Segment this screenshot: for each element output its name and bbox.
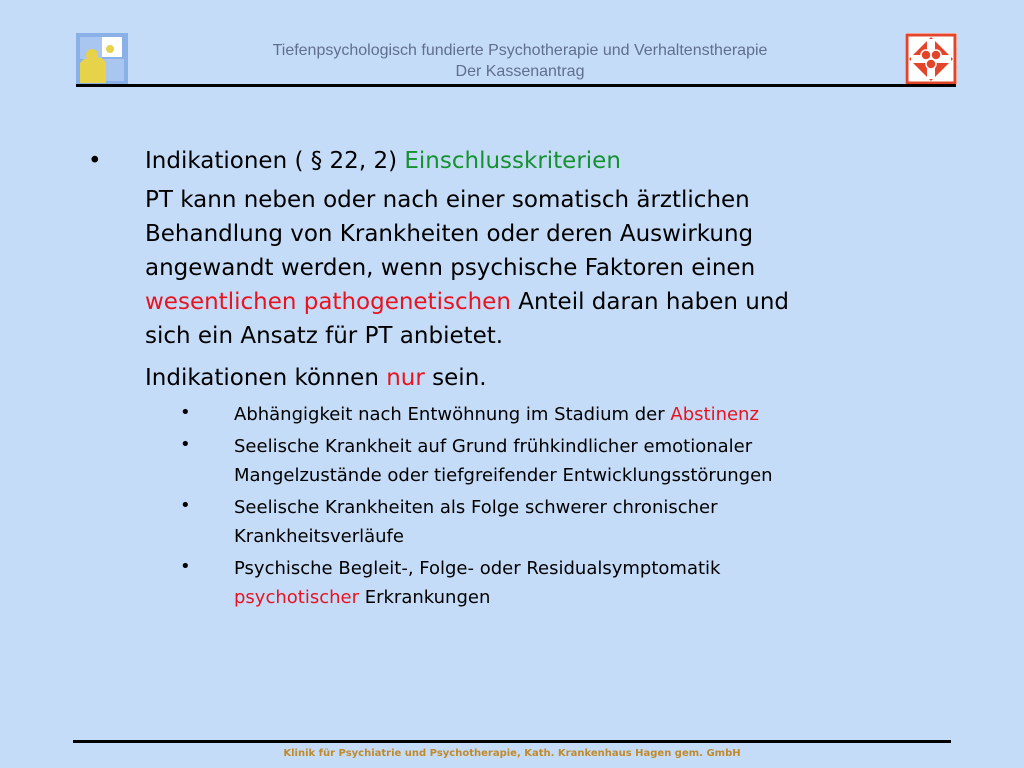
paragraph-line-4: [145, 285, 945, 319]
footer-text: Klinik für Psychiatrie und Psychotherapie, Kath. Krankenhaus Hagen gem. GmbH: [283, 748, 741, 759]
title-line-1: Tiefenpsychologisch fundierte Psychotherapie und Verhaltenstherapie: [272, 42, 768, 59]
list-item-line-1: Psychische Begleit-, Folge- oder Residualsymptomatik: [234, 558, 721, 579]
highlight-wesentlichen: wesentlichen pathogenetischen: [145, 289, 511, 315]
highlight-abstinenz: Abstinenz: [670, 404, 759, 425]
bullet-icon: •: [180, 434, 191, 455]
bullet-icon: •: [180, 556, 191, 577]
bullet-text: Indikationen ( § 22, 2): [145, 148, 405, 174]
paragraph-line-3: angewandt werden, wenn psychische Faktoren einen: [145, 255, 756, 281]
bullet-icon: •: [88, 148, 102, 174]
title-line-2: Der Kassenantrag: [455, 63, 585, 80]
highlight-nur: nur: [386, 365, 425, 391]
page-title: [130, 40, 910, 82]
highlight-einschlusskriterien: Einschlusskriterien: [404, 148, 621, 174]
list-item-line-1: Seelische Krankheiten als Folge schwerer chronischer: [234, 497, 718, 518]
list-item-text: Abhängigkeit nach Entwöhnung im Stadium der: [234, 404, 671, 425]
list-item-line-1: Seelische Krankheit auf Grund frühkindlicher emotionaler: [234, 436, 753, 457]
list-item-line-2: Mangelzustände oder tiefgreifender Entwicklungsstörungen: [234, 465, 773, 486]
indikationen-after: sein.: [424, 365, 487, 391]
indikationen-line: [145, 361, 945, 395]
puzzle-logo-icon: [76, 33, 128, 85]
list-item-line-2-rest: Erkrankungen: [359, 587, 491, 608]
list-item: [234, 554, 934, 612]
bullet-icon: •: [180, 402, 191, 423]
footer-divider: [73, 740, 951, 743]
header-divider: [76, 84, 956, 87]
indikationen-before: Indikationen können: [145, 365, 387, 391]
paragraph-line-2: Behandlung von Krankheiten oder deren Auswirkung: [145, 221, 754, 247]
paragraph-line-1: PT kann neben oder nach einer somatisch ärztlichen: [145, 187, 750, 213]
bullet-indikationen: [145, 144, 945, 178]
highlight-psychotischer: psychotischer: [234, 587, 359, 608]
list-item: [234, 432, 934, 490]
clinic-logo-icon: [905, 33, 957, 85]
bullet-icon: •: [180, 495, 191, 516]
list-item-line-2: Krankheitsverläufe: [234, 526, 404, 547]
list-item-line-2: [234, 583, 934, 612]
list-item: [234, 400, 934, 429]
list-item: [234, 493, 934, 551]
paragraph-line-5: sich ein Ansatz für PT anbietet.: [145, 323, 504, 349]
paragraph-line-4-rest: Anteil daran haben und: [510, 289, 789, 315]
